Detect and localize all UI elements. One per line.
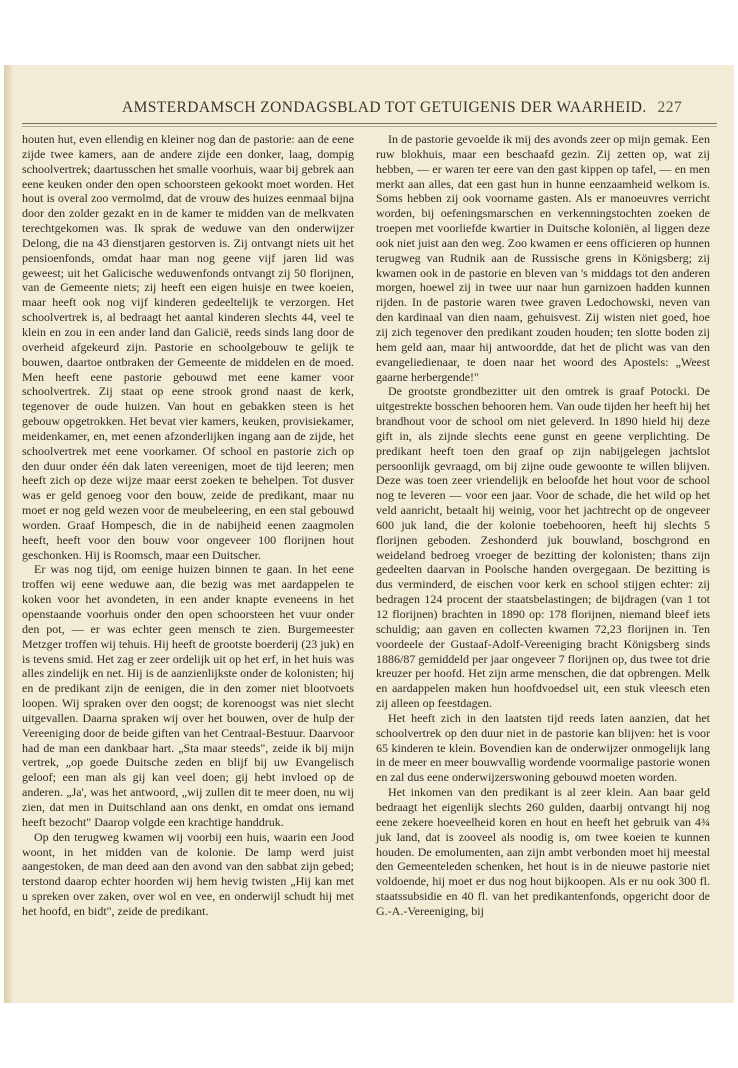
paragraph: Op den terugweg kwamen wij voorbij een huis, waarin een Jood woont, in het midden van de kolonie. De lamp werd juist aangestoken, de man deed aan den avond van den sabbat zijn gebed; terstond daarop echter hoorden wij hem hevig twisten „Hij kan met u spreken over zaken, over wol en vee, en onderwijl schudt hij met het hoofd, en bidt", zeide de predikant.: [22, 829, 354, 918]
paragraph: De grootste grondbezitter uit den omtrek is graaf Potocki. De uitgestrekte bosschen behooren hem. Van oude tijden her heeft hij het brandhout voor de school om niet geleverd. In 1890 hield hij deze gift in, als zijnde slechts eene gunst en geene verplichting. De predikant heeft toen den graaf op zijn nabijgelegen jachtslot persoonlijk gevraagd, om bij zijne oude gewoonte te willen blijven. Deze was toen zeer vriendelijk en beloofde het hout voor de school nog te leveren — voor een jaar. Voor de schade, die het wild op het veld aanricht, betaalt hij weinig, voor het jachtrecht op de ongeveer 600 juk land, die der kolonie toebehooren, heeft hij slechts 5 florijnen geboden. Zeshonderd juk bouwland, boschgrond en weideland bedroeg vroeger de bezitting der kolonisten; thans zijn gedeelten daarvan in Poolsche handen overgegaan. De bezitting is dus verminderd, de eischen voor kerk en school stijgen echter: zij bedragen 124 procent der staatsbelastingen; de bijdragen (van 1 tot 12 florijnen) brachten in 1890 op: 178 florijnen, niemand bleef iets schuldig; aan gaven en collecten kwamen 72,23 florijnen in. Ten voordeele der Gustaaf-Adolf-Vereeniging bracht Königsberg sinds 1886/87 gemiddeld per jaar ongeveer 7 florijnen op, dus twee tot drie kreuzer per hoofd. Het zijn arme menschen, die dat opbrengen. Melk en aardappelen maken hun hoofdvoedsel uit, een stuk vleesch eten zij alleen op feestdagen.: [376, 384, 711, 711]
header-title: AMSTERDAMSCH ZONDAGSBLAD TOT GETUIGENIS DER WAARHEID.: [122, 99, 647, 116]
header-rule: [22, 123, 717, 124]
running-header: [122, 99, 682, 123]
page-sheet: [4, 65, 734, 1003]
right-column: [376, 132, 710, 919]
page-number: 227: [657, 99, 682, 116]
paragraph: In de pastorie gevoelde ik mij des avonds zeer op mijn gemak. Een ruw blokhuis, maar een beschaafd gezin. Zij zetten op, wat zij hebben, — er waren ter eere van den gast kippen op tafel, — en men merkt aan alles, dat een gast hun in hunne eenzaamheid welkom is. Soms hebben zij ook voorname gasten. Als er manoeuvres verricht worden, bij oefeningsmarschen en verkenningstochten zoeken de troepen met voorliefde kwartier in Duitsche koloniën, al liggen deze ook niet juist aan den weg. Zoo kwamen er eens officieren op hunnen terugweg van Rudnik aan de Russische grens in Königsberg; zij kwamen ook in de pastorie en bleven van 's middags tot den anderen morgen, hoewel zij in twee uur naar hun garnizoen hadden kunnen rijden. In de pastorie waren twee graven Ledochowski, neven van den kardinaal van dien naam, gehuisvest. Zij wisten niet goed, hoe zij zich tegenover den predikant zouden houden; ten slotte boden zij hem geld aan, maar hij antwoordde, dat het de plicht was van den evangeliedienaar, te doen naar het woord des Apostels: „Weest gaarne herbergende!": [376, 132, 711, 384]
page-binding-edge: [4, 65, 12, 1003]
paragraph: Het heeft zich in den laatsten tijd reeds laten aanzien, dat het schoolvertrek op den duur niet in de pastorie kan blijven: het is voor 65 kinderen te klein. Bovendien kan de onderwijzer onmogelijk lang in de meer en meer bouwvallig wordende voormalige pastorie wonen en zal dus eene onderwijzerswoning gebouwd moeten worden.: [376, 710, 710, 785]
header-rule-thin: [22, 126, 717, 127]
left-column: [22, 132, 354, 919]
paragraph: Het inkomen van den predikant is al zeer klein. Aan baar geld bedraagt het eigenlijk slechts 260 gulden, daarbij ontvangt hij nog eene zekere hoeveelheid koren en hout en heeft het gebruik van 4¾ juk land, dat is zooveel als noodig is, om twee koeien te kunnen houden. De emolumenten, aan zijn ambt verbonden moet hij meestal den Gemeenteleden schenken, het hout is in de nieuwe pastorie niet voldoende, hij moet er dus nog hout bijkoopen. Als er nu ook 300 fl. staatssubsidie en 40 fl. van het predikantenfonds, opgericht door de G.-A.-Vereeniging, bij: [376, 785, 710, 918]
paragraph: Er was nog tijd, om eenige huizen binnen te gaan. In het eene troffen wij eene weduwe aan, die bezig was met aardappelen te koken voor het avondeten, in een ander knapte eveneens in het openstaande voorhuis onder den open schoorsteen het vuur onder den pot, — er was echter geen mensch te zien. Burgemeester Metzger troffen wij tehuis. Hij heeft de grootste boerderij (23 juk) en is tevens smid. Het zag er zeer ordelijk uit op het erf, in het huis was alles zindelijk en net. Hij is de aanzienlijkste onder de kolonisten; hij en de predikant zijn de eenigen, die in den zomer niet blootvoets loopen. Wij spraken over den oogst; de korenoogst was niet slecht uitgevallen. Daarna spraken wij over het bouwen, over de hulp der Vereeniging door de beide giften van het Centraal-Bestuur. Daarvoor had de man een dankbaar hart. „Sta maar steeds", zeide ik bij mijn vertrek, „op goede Duitsche zeden en blijf bij uw Evangelisch geloof; een man als gij kan veel doen; gij hebt invloed op de anderen. „Ja', was het antwoord, „wij zullen dit te meer doen, nu wij zien, dat men in Duitschland aan ons denkt, en omdat ons iemand heeft bezocht" Daarop volgde een krachtige handdruk.: [22, 562, 354, 829]
paragraph: houten hut, even ellendig en kleiner nog dan de pastorie: aan de eene zijde twee kamers, aan de andere zijde een donker, laag, dompig schoolvertrek; daartusschen het smalle voorhuis, waar bij gebrek aan eene keuken onder den open schoorsteen gekookt moet worden. Het hout is overal zoo vermolmd, dat de vrouw des huizes eenmaal bijna door den zolder gezakt en in de kamer te midden van de melkvaten terechtgekomen was. Ik sprak de weduwe van den onderwijzer Delong, die na 43 dienstjaren gestorven is. Zij ontvangt niets uit het pensioenfonds, omdat haar man nog geene vijf jaren lid was geweest; uit het Galicische weduwenfonds ontvangt zij 50 florijnen, van de Gemeente niets; zij heeft een eigen huisje en twee koeien, maar heeft ook nog vijf kinderen gedeeltelijk te verzorgen. Het schoolvertrek is, al bedraagt het aantal kinderen slechts 44, veel te klein en zou in een ander land dan Galicië, reeds sinds lang door de overheid afgekeurd zijn. Pastorie en schoolgebouw te gelijk te bouwen, daartoe ontbraken der Gemeente de middelen en de moed. Men heeft eene pastorie gebouwd met eene kamer voor schoolvertrek. Zij staat op eene strook grond naast de kerk, tegenover de oude huizen. Van hout en gebakken steen is het gebouw opgetrokken. Het bevat vier kamers, keuken, provisiekamer, meidenkamer, en, met eenen afzonderlijken ingang aan de zijde, het schoolvertrek met eene voorkamer. Of school en pastorie zich op den duur onder één dak laten vereenigen, moet de tijd leeren; men heeft zich op deze wijze maar eerst zoeken te behelpen. Tot dusver was er geld genoeg voor den bouw, zeide de predikant, maar nu moet er nog geld wezen voor de meubeleering, en een stal gebouwd worden. Graaf Hompesch, die in de nabijheid eenen zaagmolen heeft, heeft voor den bouw voor ongeveer 100 florijnen hout geschonken. Hij is Roomsch, maar een Duitscher.: [22, 132, 354, 562]
